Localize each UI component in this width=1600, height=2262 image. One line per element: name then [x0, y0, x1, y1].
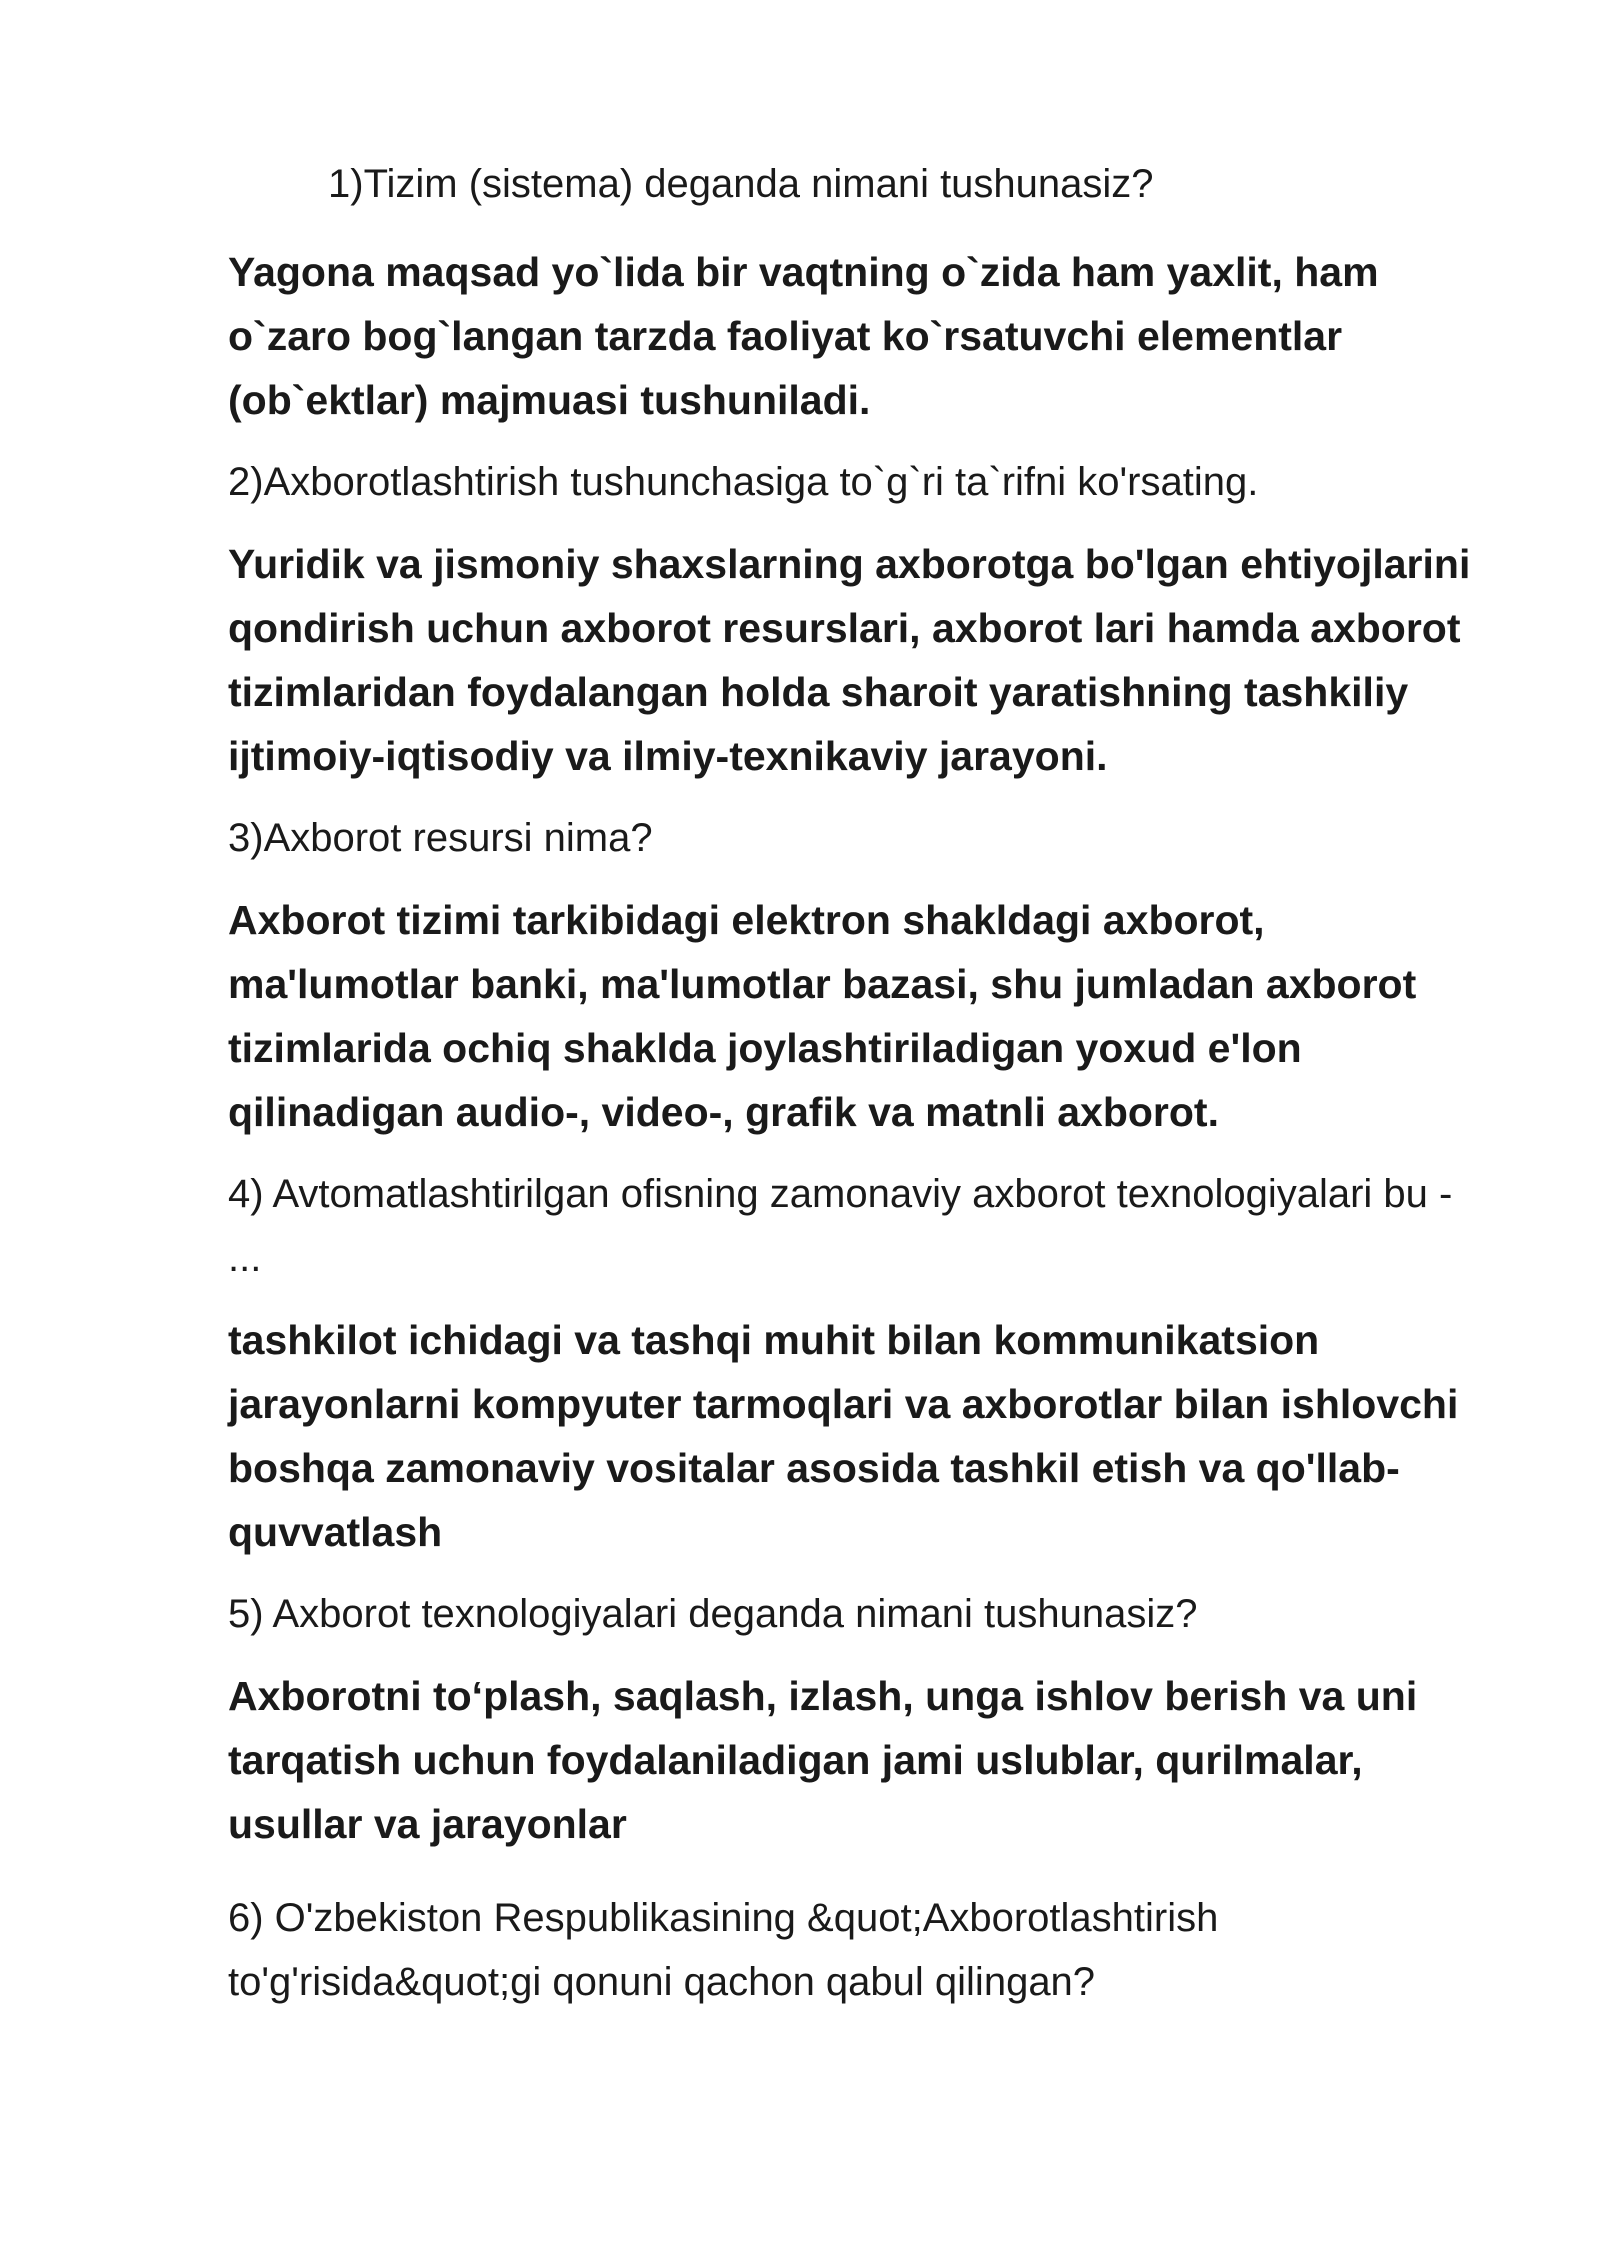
answer-4: tashkilot ichidagi va tashqi muhit bilan kommunikatsion jarayonlarni kompyuter tarmoqlari va axborotlar bilan ishlovchi boshqa zamonaviy vositalar asosida tashkil etish va qo'llab-quvvatlash [228, 1317, 1459, 1555]
question-1: 1)Tizim (sistema) deganda nimani tushunasiz? [328, 162, 1154, 206]
answer-2: Yuridik va jismoniy shaxslarning axborotga bo'lgan ehtiyojlarini qondirish uchun axborot resurslari, axborot lari hamda axborot tizimlaridan foydalangan holda sharoit yaratishning tashkiliy ijtimoiy-iqtisodiy va ilmiy-texnikaviy jarayoni. [228, 541, 1471, 779]
question-3: 3)Axborot resursi nima? [228, 816, 653, 860]
question-5: 5) Axborot texnologiyalari deganda nimani tushunasiz? [228, 1592, 1198, 1636]
question-6: 6) O'zbekiston Respublikasining &quot;Axborotlashtirish to'g'risida&quot;gi qonuni qachon qabul qilingan? [228, 1896, 1230, 2004]
question-2: 2)Axborotlashtirish tushunchasiga to`g`ri ta`rifni ko'rsating. [228, 460, 1259, 504]
answer-1: Yagona maqsad yo`lida bir vaqtning o`zida ham yaxlit, ham o`zaro bog`langan tarzda faoliyat ko`rsatuvchi elementlar (ob`ektlar) majmuasi tushuniladi. [228, 249, 1379, 423]
answer-3: Axborot tizimi tarkibidagi elektron shakldagi axborot, ma'lumotlar banki, ma'lumotlar bazasi, shu jumladan axborot tizimlarida ochiq shaklda joylashtiriladigan yoxud e'lon qilinadigan audio-, video-, grafik va matnli axborot. [228, 897, 1417, 1135]
question-4: 4) Avtomatlashtirilgan ofisning zamonaviy axborot texnologiyalari bu - ... [228, 1172, 1464, 1280]
answer-5: Axborotni to‘plash, saqlash, izlash, unga ishlov berish va uni tarqatish uchun foydalaniladigan jami uslublar, qurilmalar, usullar va jarayonlar [228, 1673, 1418, 1847]
